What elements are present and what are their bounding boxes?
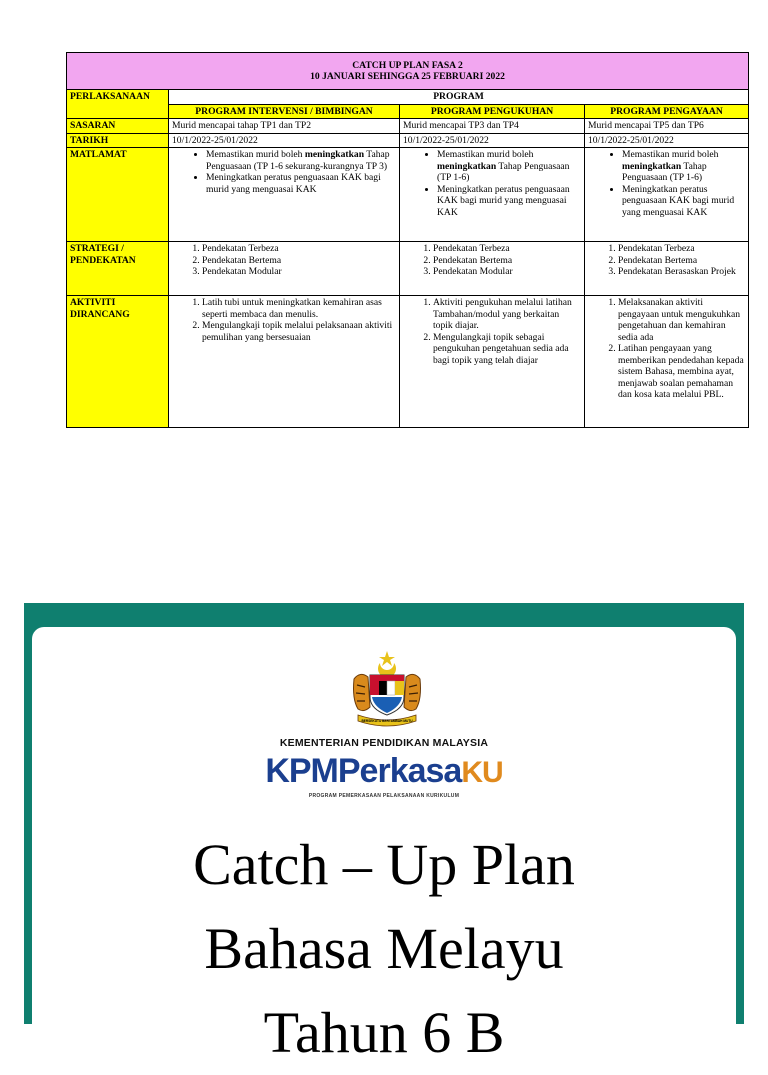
table-title-line2: 10 JANUARI SEHINGGA 25 FEBRUARI 2022 bbox=[310, 71, 505, 82]
matlamat-text: Tahap Penguasaan (TP 1-6) bbox=[437, 160, 570, 183]
list-item bbox=[622, 149, 745, 184]
matlamat-text: Memastikan murid boleh bbox=[206, 149, 305, 160]
matlamat-list bbox=[588, 149, 745, 218]
ministry-name: KEMENTERIAN PENDIDIKAN MALAYSIA bbox=[279, 737, 489, 749]
cover-frame bbox=[24, 603, 744, 1065]
list-item: 1. Melaksanakan aktiviti pengayaan untuk mengukuhkan pengetahuan dan kemahiran sedia ada bbox=[618, 297, 745, 343]
table-row-sasaran bbox=[67, 119, 749, 134]
strategi-list bbox=[172, 243, 396, 278]
table-title bbox=[67, 53, 749, 90]
list-item: • Meningkatkan peratus penguasaan KAK bagi murid yang menguasai KAK bbox=[622, 184, 745, 219]
matlamat-emphasis: meningkatkan bbox=[304, 149, 365, 160]
list-item: 2. Pendekatan Bertema bbox=[618, 255, 745, 267]
matlamat-list bbox=[172, 149, 396, 195]
matlamat-text: Memastikan murid boleh bbox=[437, 149, 534, 160]
sasaran-label: SASARAN bbox=[67, 119, 169, 134]
table-row-matlamat bbox=[67, 148, 749, 242]
strategi-cell bbox=[400, 242, 585, 296]
aktiviti-list bbox=[588, 297, 745, 401]
list-item: 1. Pendekatan Terbeza bbox=[202, 243, 396, 255]
matlamat-cell bbox=[169, 148, 400, 242]
aktiviti-cell bbox=[585, 296, 749, 428]
table-title-line1: CATCH UP PLAN FASA 2 bbox=[352, 59, 463, 71]
table-row-aktiviti bbox=[67, 296, 749, 428]
strategi-cell bbox=[585, 242, 749, 296]
cover-page bbox=[32, 627, 736, 1065]
catch-up-plan-table bbox=[66, 52, 749, 428]
aktiviti-label bbox=[67, 296, 169, 428]
aktiviti-cell bbox=[169, 296, 400, 428]
cover-title-line2: Bahasa Melayu bbox=[204, 916, 564, 981]
tarikh-label: TARIKH bbox=[67, 133, 169, 148]
matlamat-text: Memastikan murid boleh bbox=[622, 149, 719, 160]
strategi-list bbox=[403, 243, 581, 278]
strategi-list bbox=[588, 243, 745, 278]
aktiviti-list bbox=[403, 297, 581, 366]
list-item: 1. Pendekatan Terbeza bbox=[618, 243, 745, 255]
strategi-label-line1: STRATEGI / bbox=[70, 243, 124, 254]
list-item: 1. Pendekatan Terbeza bbox=[433, 243, 581, 255]
tarikh-cell: 10/1/2022-25/01/2022 bbox=[169, 133, 400, 148]
aktiviti-label-line1: AKTIVITI bbox=[70, 297, 116, 308]
aktiviti-label-line2: DIRANCANG bbox=[70, 308, 130, 320]
matlamat-text: Tahap Penguasaan (TP 1-6) bbox=[622, 160, 707, 183]
sasaran-cell: Murid mencapai tahap TP1 dan TP2 bbox=[169, 119, 400, 134]
cover-title-line3: Tahun 6 B bbox=[263, 1000, 505, 1065]
logo-ku-text: KU bbox=[461, 756, 503, 789]
strategi-label-line2: PENDEKATAN bbox=[70, 254, 136, 266]
logo-perkasa-text: Perkasa bbox=[337, 752, 462, 790]
sasaran-cell: Murid mencapai TP3 dan TP4 bbox=[400, 119, 585, 134]
perlaksanaan-label: PERLAKSANAAN bbox=[67, 90, 169, 119]
program-subheader-row bbox=[67, 104, 749, 119]
table-title-row bbox=[67, 53, 749, 90]
kpm-perkasa-ku-logo bbox=[32, 751, 736, 793]
logo-kpm-text: KPM bbox=[265, 752, 338, 790]
cover-title bbox=[32, 823, 736, 1075]
matlamat-emphasis: meningkatkan bbox=[622, 160, 682, 172]
table-row-tarikh bbox=[67, 133, 749, 148]
program-pengayaan-header: PROGRAM PENGAYAAN bbox=[585, 104, 749, 119]
list-item: 2. Mengulangkaji topik melalui pelaksanaan aktiviti pemulihan yang bersesuaian bbox=[202, 320, 396, 343]
aktiviti-cell bbox=[400, 296, 585, 428]
aktiviti-list bbox=[172, 297, 396, 343]
table-row-strategi bbox=[67, 242, 749, 296]
sasaran-cell: Murid mencapai TP5 dan TP6 bbox=[585, 119, 749, 134]
matlamat-list bbox=[403, 149, 581, 218]
list-item bbox=[437, 149, 581, 184]
list-item: • Meningkatkan peratus penguasaan KAK bagi murid yang menguasai KAK bbox=[206, 172, 396, 195]
list-item: 2. Mengulangkaji topik sebagai pengukuhan pengetahuan sedia ada bagi topik yang telah diajar bbox=[433, 332, 581, 367]
matlamat-cell bbox=[400, 148, 585, 242]
matlamat-emphasis: meningkatkan bbox=[437, 160, 497, 172]
malaysia-crest-icon bbox=[350, 649, 424, 729]
strategi-cell bbox=[169, 242, 400, 296]
list-item bbox=[206, 149, 396, 172]
crest-motto: BERSEKUTU BERTAMBAH MUTU bbox=[361, 719, 413, 723]
list-item: 2. Pendekatan Bertema bbox=[433, 255, 581, 267]
list-item: 2. Latihan pengayaan yang memberikan pendedahan kepada sistem Bahasa, membina ayat, menjawab soalan pemahaman dan kosa kata melalui PBL. bbox=[618, 343, 745, 401]
list-item: 2. Pendekatan Bertema bbox=[202, 255, 396, 267]
program-intervensi-header: PROGRAM INTERVENSI / BIMBINGAN bbox=[169, 104, 400, 119]
tarikh-cell: 10/1/2022-25/01/2022 bbox=[585, 133, 749, 148]
matlamat-text: Tahap Penguasaan (TP 1-6 sekurang-kurangnya TP 3) bbox=[206, 149, 390, 172]
header-row bbox=[67, 90, 749, 105]
cover-title-line1: Catch – Up Plan bbox=[193, 832, 575, 897]
program-header: PROGRAM bbox=[169, 90, 749, 105]
program-pengukuhan-header: PROGRAM PENGUKUHAN bbox=[400, 104, 585, 119]
matlamat-cell bbox=[585, 148, 749, 242]
strategi-label bbox=[67, 242, 169, 296]
list-item: 3. Pendekatan Berasaskan Projek bbox=[618, 266, 745, 278]
list-item: • Meningkatkan peratus penguasaan KAK bagi murid yang menguasai KAK bbox=[437, 184, 581, 219]
list-item: 3. Pendekatan Modular bbox=[433, 266, 581, 278]
tarikh-cell: 10/1/2022-25/01/2022 bbox=[400, 133, 585, 148]
list-item: 1. Aktiviti pengukuhan melalui latihan Tambahan/modul yang berkaitan topik diajar. bbox=[433, 297, 581, 332]
list-item: 3. Pendekatan Modular bbox=[202, 266, 396, 278]
list-item: 1. Latih tubi untuk meningkatkan kemahiran asas seperti membaca dan menulis. bbox=[202, 297, 396, 320]
logo-tagline: PROGRAM PEMERKASAAN PELAKSANAAN KURIKULUM bbox=[308, 793, 460, 799]
matlamat-label: MATLAMAT bbox=[67, 148, 169, 242]
